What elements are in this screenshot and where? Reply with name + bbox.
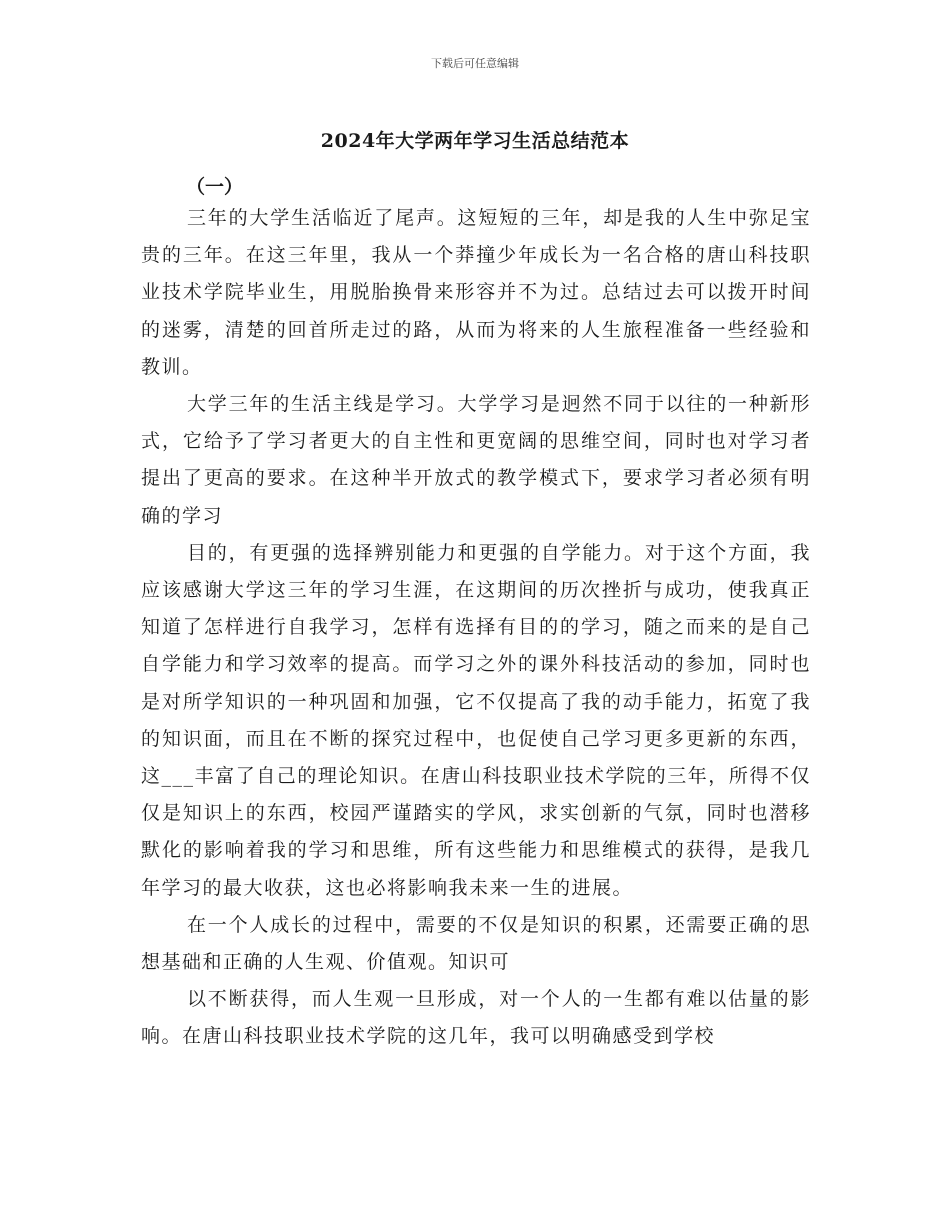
- page-header-note: 下载后可任意编辑: [431, 57, 519, 70]
- document-body: [141, 200, 811, 1056]
- paragraph-4: 在一个人成长的过程中，需要的不仅是知识的积累，还需要正确的思想基础和正确的人生观、价值观。知识可: [141, 913, 811, 974]
- paragraph-1: 三年的大学生活临近了尾声。这短短的三年，却是我的人生中弥足宝贵的三年。在这三年里，我从一个莽撞少年成长为一名合格的唐山科技职业技术学院毕业生，用脱胎换骨来形容并不为过。总结过去可以拨开时间的迷雾，清楚的回首所走过的路，从而为将来的人生旅程准备一些经验和教训。: [141, 207, 811, 378]
- document-title: 2024年大学两年学习生活总结范本: [320, 130, 630, 152]
- section-label: （一）: [186, 176, 244, 198]
- paragraph-3: 目的，有更强的选择辨别能力和更强的自学能力。对于这个方面，我应该感谢大学这三年的学习生涯，在这期间的历次挫折与成功，使我真正知道了怎样进行自我学习，怎样有选择有目的的学习，随之而来的是自己自学能力和学习效率的提高。而学习之外的课外科技活动的参加，同时也是对所学知识的一种巩固和加强，它不仅提高了我的动手能力，拓宽了我的知识面，而且在不断的探究过程中，也促使自己学习更多更新的东西，这___丰富了自己的理论知识。在唐山科技职业技术学院的三年，所得不仅仅是知识上的东西，校园严谨踏实的学风，求实创新的气氛，同时也潜移默化的影响着我的学习和思维，所有这些能力和思维模式的获得，是我几年学习的最大收获，这也必将影响我未来一生的进展。: [141, 541, 811, 899]
- paragraph-2: 大学三年的生活主线是学习。大学学习是迥然不同于以往的一种新形式，它给予了学习者更大的自主性和更宽阔的思维空间，同时也对学习者提出了更高的要求。在这种半开放式的教学模式下，要求学习者必须有明确的学习: [141, 393, 811, 527]
- paragraph-5: 以不断获得，而人生观一旦形成，对一个人的一生都有难以估量的影响。在唐山科技职业技术学院的这几年，我可以明确感受到学校: [141, 988, 811, 1048]
